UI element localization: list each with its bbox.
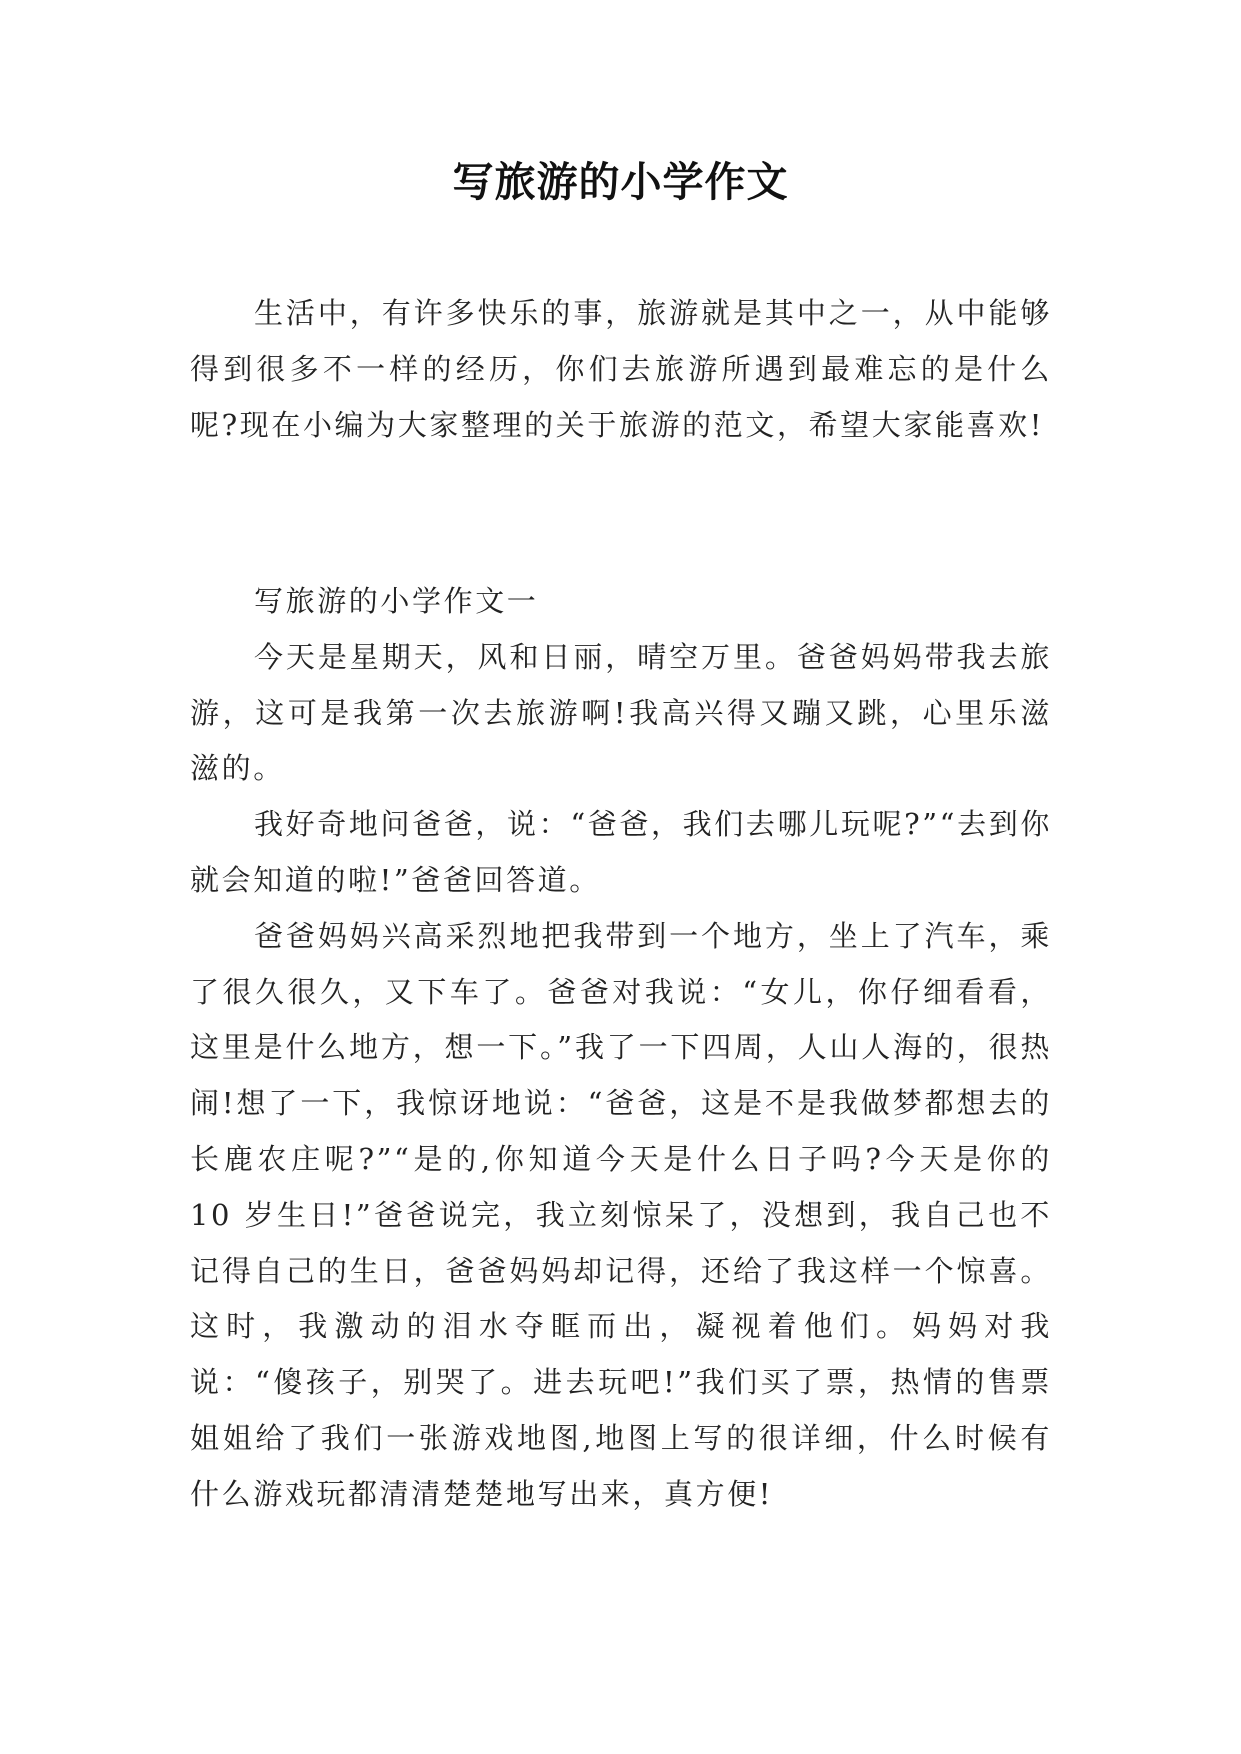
essay-paragraph-1: 今天是星期天，风和日丽，晴空万里。爸爸妈妈带我去旅游，这可是我第一次去旅游啊!我高兴得又蹦又跳，心里乐滋滋的。 (190, 639, 1052, 786)
intro-paragraph: 生活中，有许多快乐的事，旅游就是其中之一，从中能够得到很多不一样的经历，你们去旅游所遇到最难忘的是什么呢?现在小编为大家整理的关于旅游的范文，希望大家能喜欢! (190, 296, 1052, 442)
essay-paragraph-3: 爸爸妈妈兴高采烈地把我带到一个地方，坐上了汽车，乘了很久很久，又下车了。爸爸对我说：“女儿，你仔细看看，这里是什么地方，想一下。”我了一下四周，人山人海的，很热闹!想了一下，我惊讶地说：“爸爸，这是不是我做梦都想去的长鹿农庄呢?”“是的,你知道今天是什么日子吗?今天是你的 10 岁生日!”爸爸说完，我立刻惊呆了，没想到，我自己也不记得自己的生日，爸爸妈妈却记得，还给了我这样一个惊喜。这时，我激动的泪水夺眶而出，凝视着他们。妈妈对我说：“傻孩子，别哭了。进去玩吧!”我们买了票，热情的售票姐姐给了我们一张游戏地图,地图上写的很详细，什么时候有什么游戏玩都清清楚楚地写出来，真方便! (190, 918, 1052, 1511)
section-heading: 写旅游的小学作文一 (254, 584, 539, 618)
essay-block (190, 574, 1052, 1523)
essay-paragraph-2: 我好奇地问爸爸，说：“爸爸，我们去哪儿玩呢?”“去到你就会知道的啦!”爸爸回答道。 (190, 807, 1052, 897)
intro-block (190, 286, 1052, 453)
document-title: 写旅游的小学作文 (452, 158, 789, 206)
